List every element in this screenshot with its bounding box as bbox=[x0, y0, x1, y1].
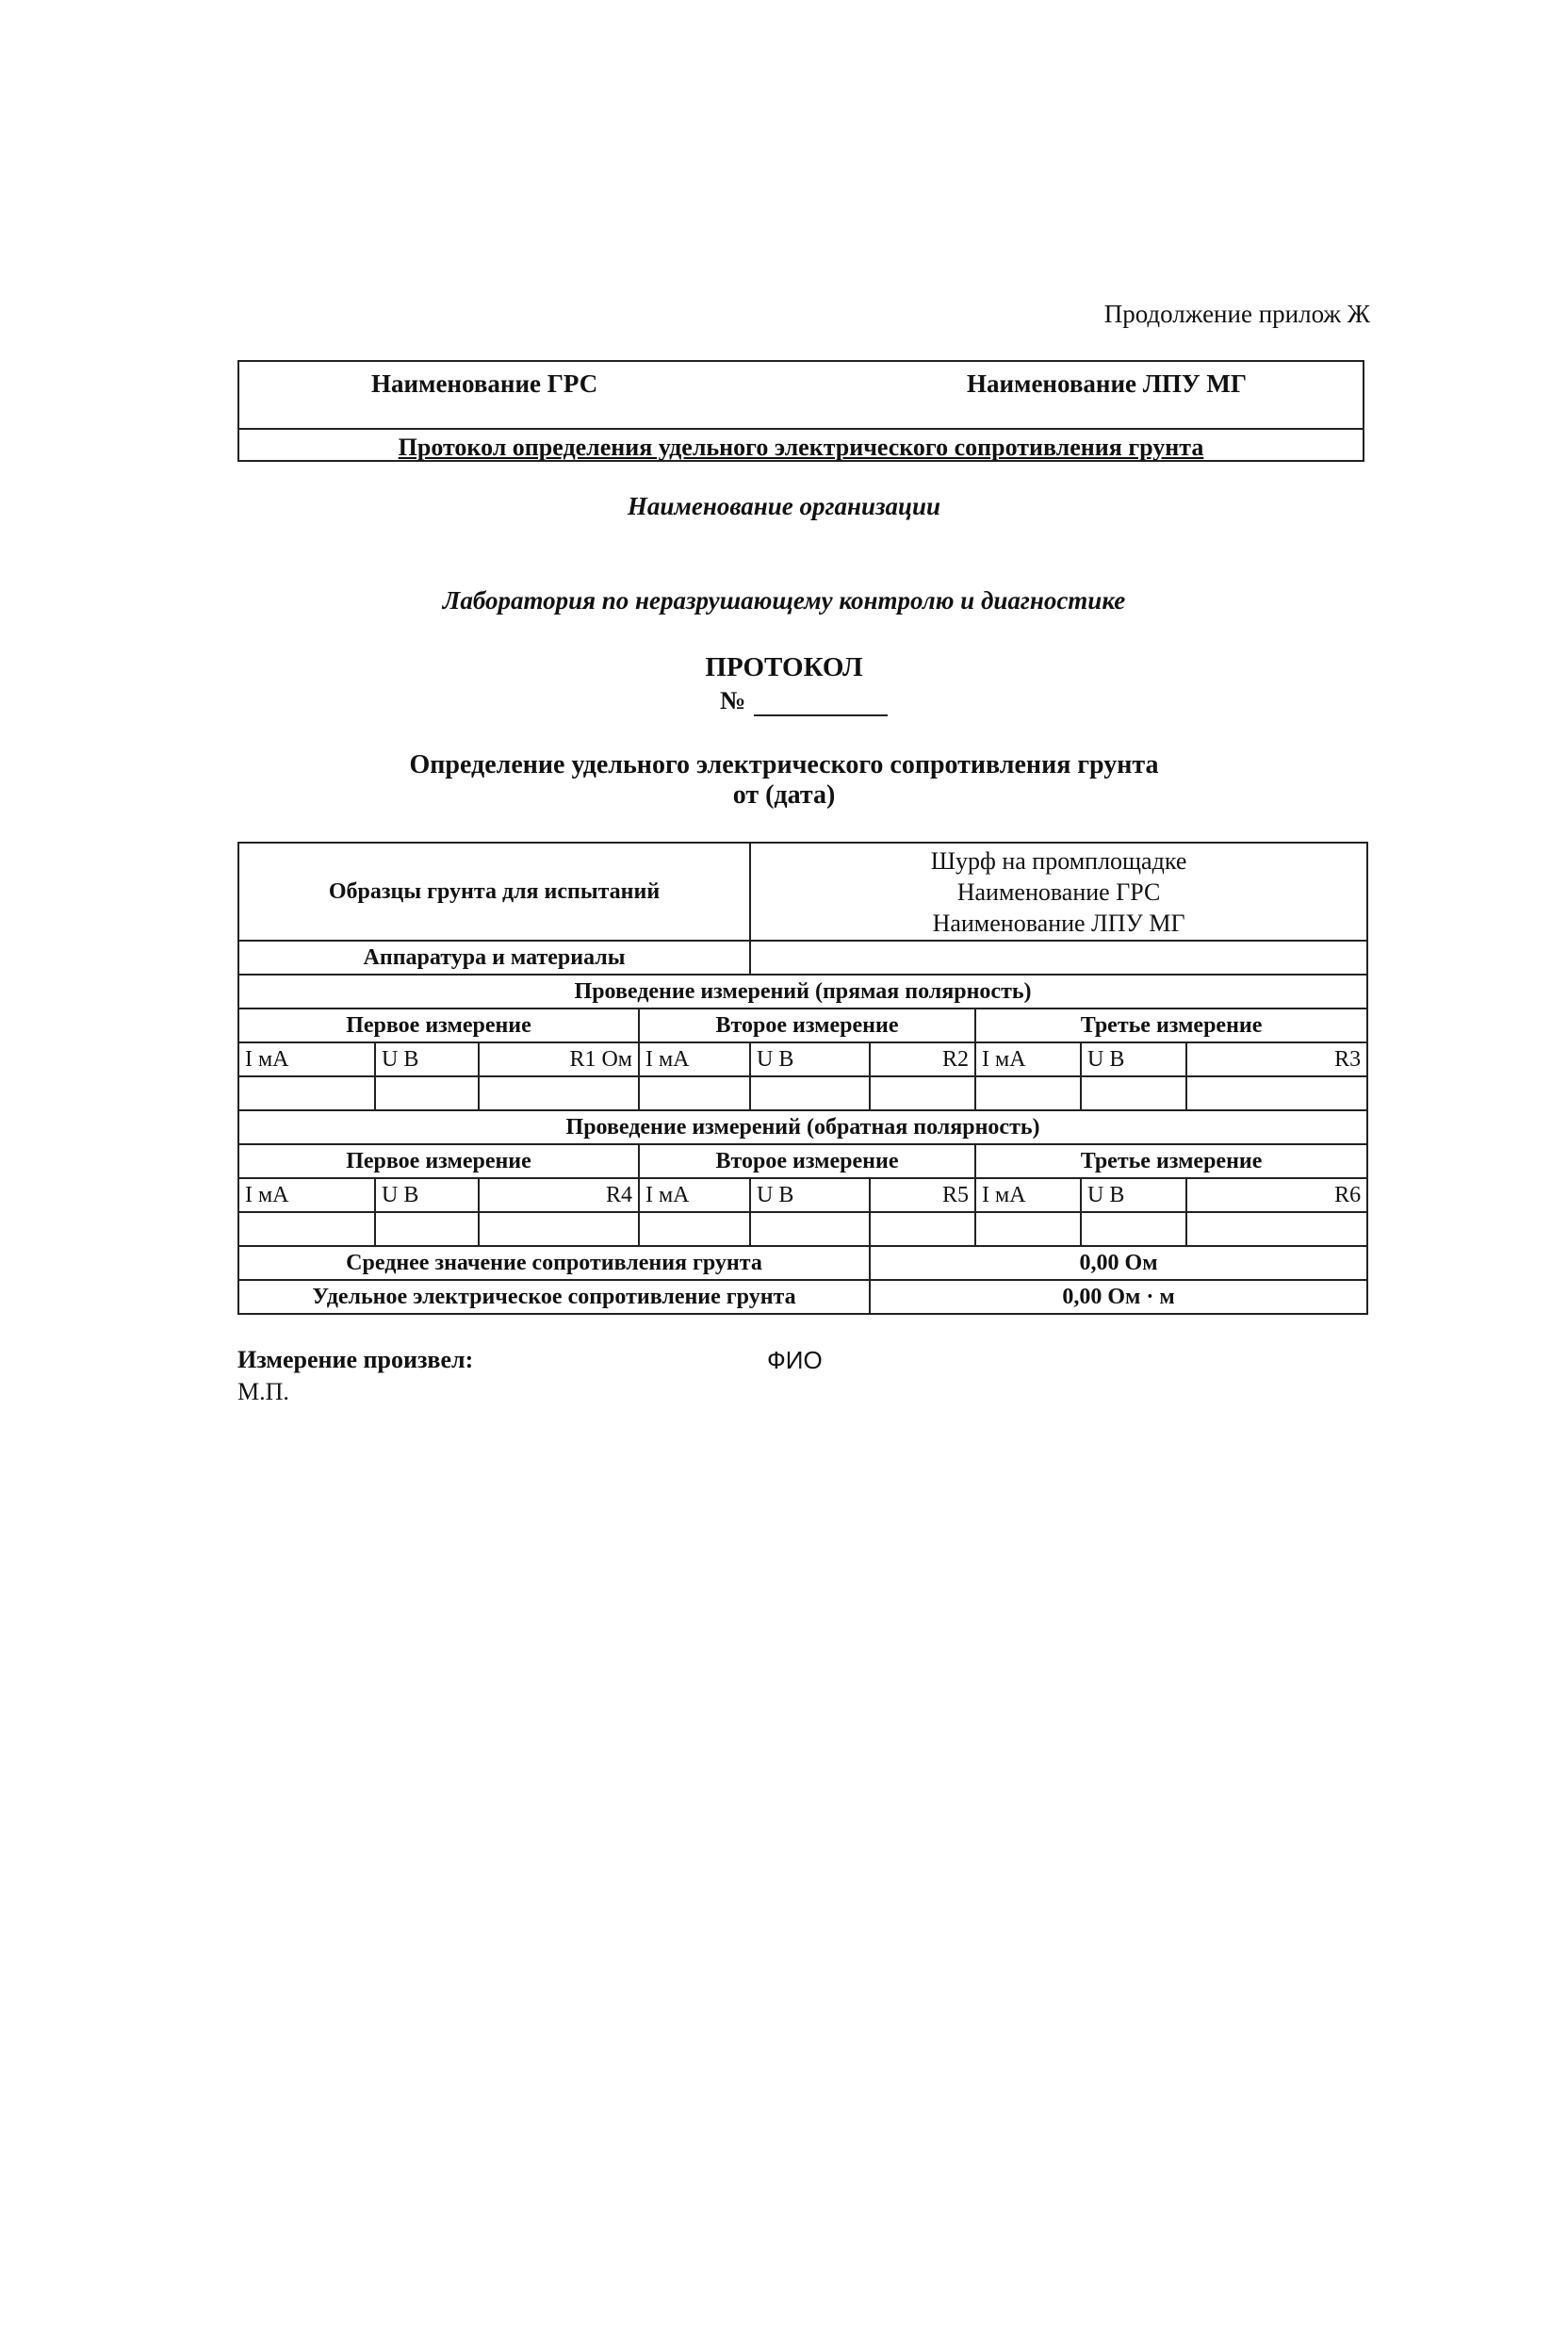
average-resistance-value: 0,00 Ом bbox=[870, 1246, 1367, 1280]
value-cell bbox=[479, 1212, 639, 1246]
voltage-header: U В bbox=[375, 1178, 479, 1212]
determination-title: Определение удельного электрического сопротивления грунта bbox=[409, 750, 1159, 779]
voltage-header: U В bbox=[750, 1042, 870, 1076]
specific-resistance-label: Удельное электрическое сопротивление грунта bbox=[238, 1280, 870, 1314]
value-cell bbox=[1081, 1076, 1186, 1110]
equipment-value bbox=[750, 941, 1367, 975]
direct-values-row bbox=[238, 1076, 1367, 1110]
current-header: I мА bbox=[639, 1178, 750, 1212]
protocol-title: ПРОТОКОЛ bbox=[705, 652, 863, 682]
resistance-header: R4 bbox=[479, 1178, 639, 1212]
samples-location bbox=[750, 843, 1367, 941]
laboratory-name: Лаборатория по неразрушающему контролю и диагностике bbox=[442, 586, 1126, 615]
reverse-third-measurement: Третье измерение bbox=[975, 1144, 1367, 1178]
voltage-header: U В bbox=[375, 1042, 479, 1076]
value-cell bbox=[639, 1076, 750, 1110]
value-cell bbox=[375, 1212, 479, 1246]
value-cell bbox=[639, 1212, 750, 1246]
reverse-second-measurement: Второе измерение bbox=[639, 1144, 975, 1178]
value-cell bbox=[1081, 1212, 1186, 1246]
value-cell bbox=[375, 1076, 479, 1110]
measured-by-label: Измерение произвел: bbox=[237, 1346, 474, 1373]
samples-label: Образцы грунта для испытаний bbox=[238, 843, 750, 941]
current-header: I мА bbox=[238, 1178, 375, 1212]
fio-label: ФИО bbox=[767, 1346, 823, 1374]
measurement-table bbox=[237, 842, 1368, 1315]
grs-label: Наименование ГРС bbox=[371, 369, 598, 398]
current-header: I мА bbox=[238, 1042, 375, 1076]
continuation-note: Продолжение прилож Ж bbox=[1103, 300, 1370, 328]
direct-third-measurement: Третье измерение bbox=[975, 1009, 1367, 1042]
voltage-header: U В bbox=[1081, 1178, 1186, 1212]
samples-location-line: Шурф на промплощадке bbox=[930, 846, 1187, 875]
value-cell bbox=[870, 1212, 975, 1246]
resistance-header: R6 bbox=[1186, 1178, 1367, 1212]
stamp-label: М.П. bbox=[237, 1378, 289, 1405]
reverse-values-row bbox=[238, 1212, 1367, 1246]
organization-name: Наименование организации bbox=[627, 492, 941, 520]
value-cell bbox=[479, 1076, 639, 1110]
voltage-header: U В bbox=[1081, 1042, 1186, 1076]
value-cell bbox=[750, 1212, 870, 1246]
average-resistance-label: Среднее значение сопротивления грунта bbox=[238, 1246, 870, 1280]
reverse-polarity-title: Проведение измерений (обратная полярность) bbox=[238, 1110, 1367, 1144]
current-header: I мА bbox=[639, 1042, 750, 1076]
direct-first-measurement: Первое измерение bbox=[238, 1009, 639, 1042]
resistance-header: R3 bbox=[1186, 1042, 1367, 1076]
value-cell bbox=[238, 1076, 375, 1110]
current-header: I мА bbox=[975, 1178, 1081, 1212]
value-cell bbox=[238, 1212, 375, 1246]
voltage-header: U В bbox=[750, 1178, 870, 1212]
resistance-header: R5 bbox=[870, 1178, 975, 1212]
specific-resistance-value: 0,00 Ом · м bbox=[870, 1280, 1367, 1314]
lpu-label: Наименование ЛПУ МГ bbox=[967, 369, 1248, 398]
value-cell bbox=[1186, 1076, 1367, 1110]
direct-second-measurement: Второе измерение bbox=[639, 1009, 975, 1042]
number-label: № bbox=[720, 686, 746, 714]
date-line: от (дата) bbox=[732, 780, 836, 810]
value-cell bbox=[975, 1212, 1081, 1246]
samples-location-line: Наименование ГРС bbox=[956, 877, 1161, 906]
number-field-line bbox=[754, 714, 888, 716]
direct-polarity-title: Проведение измерений (прямая полярность) bbox=[238, 975, 1367, 1009]
header-box bbox=[237, 360, 1364, 462]
value-cell bbox=[975, 1076, 1081, 1110]
value-cell bbox=[750, 1076, 870, 1110]
value-cell bbox=[1186, 1212, 1367, 1246]
resistance-header: R1 Ом bbox=[479, 1042, 639, 1076]
samples-location-line: Наименование ЛПУ МГ bbox=[932, 909, 1185, 937]
current-header: I мА bbox=[975, 1042, 1081, 1076]
resistance-header: R2 bbox=[870, 1042, 975, 1076]
reverse-first-measurement: Первое измерение bbox=[238, 1144, 639, 1178]
header-row bbox=[239, 362, 1363, 430]
equipment-label: Аппаратура и материалы bbox=[238, 941, 750, 975]
protocol-line: Протокол определения удельного электрического сопротивления грунта bbox=[398, 434, 1204, 461]
value-cell bbox=[870, 1076, 975, 1110]
